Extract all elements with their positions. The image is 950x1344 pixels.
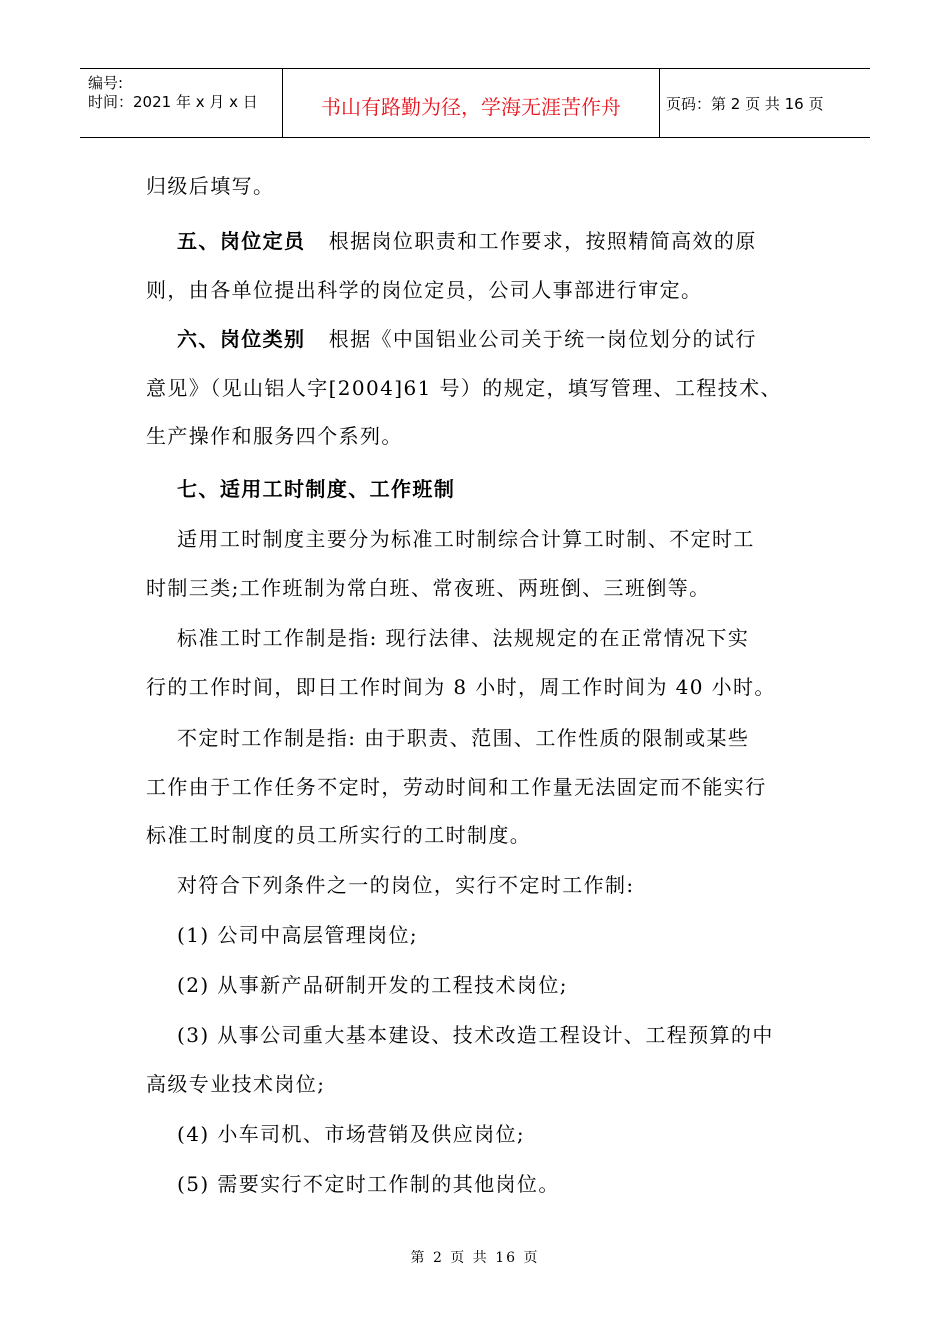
text-line: 生产操作和服务四个系列。: [146, 424, 403, 448]
section-staffing: [146, 217, 806, 314]
document-date: 时间：2021 年 x 月 x 日: [88, 93, 258, 111]
text-span: (1) 公司中高层管理岗位;: [177, 923, 419, 947]
text-line: [146, 217, 806, 266]
text-line: [146, 315, 806, 364]
text-span: 适用工时制度主要分为标准工时制综合计算工时制、不定时工: [177, 527, 755, 551]
section-text: 根据岗位职责和工作要求，按照精简高效的原: [328, 229, 757, 253]
paragraph-standard-hours: [146, 614, 806, 711]
text-span: (5) 需要实行不定时工作制的其他岗位。: [177, 1172, 560, 1196]
text-line: 意见》（见山铝人字[2004]61 号）的规定，填写管理、工程技术、: [146, 375, 782, 400]
text-line: [146, 961, 806, 1010]
list-item: [146, 1011, 806, 1108]
section-title: 五、岗位定员: [177, 229, 306, 253]
document-number-label: 编号:: [88, 74, 124, 92]
paragraph-continuation: [146, 162, 806, 211]
header-left-cell: [80, 69, 283, 137]
text-span: (2) 从事新产品研制开发的工程技术岗位;: [177, 973, 568, 997]
text-line: [146, 515, 806, 564]
list-item: [146, 1110, 806, 1159]
header-page-info: 页码：第 2 页 共 16 页: [666, 95, 824, 113]
section-category: [146, 315, 806, 461]
section-text: 根据《中国铝业公司关于统一岗位划分的试行: [328, 327, 757, 351]
section-working-hours: [146, 465, 806, 514]
text-line: 时制三类;工作班制为常白班、常夜班、两班倒、三班倒等。: [146, 575, 711, 600]
text-line: 工作由于工作任务不定时，劳动时间和工作量无法固定而不能实行: [146, 774, 767, 799]
text-line: [146, 714, 806, 763]
section-title: 七、适用工时制度、工作班制: [177, 477, 456, 501]
list-item: [146, 961, 806, 1010]
page-footer: 第 2 页 共 16 页: [410, 1250, 540, 1266]
text-line: [146, 911, 806, 960]
section-title: 六、岗位类别: [177, 327, 306, 351]
page-header: [80, 68, 870, 138]
paragraph-conditions-intro: [146, 861, 806, 910]
text-line: 标准工时制度的员工所实行的工时制度。: [146, 823, 532, 847]
text-line: [146, 614, 806, 663]
header-right-cell: [660, 69, 870, 137]
text-span: (4) 小车司机、市场营销及供应岗位;: [177, 1122, 526, 1146]
header-motto: 书山有路勤为径，学海无涯苦作舟: [321, 95, 621, 119]
paragraph-hours-overview: [146, 515, 806, 612]
text-span: (3) 从事公司重大基本建设、技术改造工程设计、工程预算的中: [177, 1023, 774, 1047]
text-line: 归级后填写。: [146, 174, 275, 198]
list-item: [146, 911, 806, 960]
text-line: 则，由各单位提出科学的岗位定员，公司人事部进行审定。: [146, 277, 703, 302]
text-span: 不定时工作制是指: 由于职责、范围、工作性质的限制或某些: [177, 726, 750, 750]
text-line: [146, 465, 806, 514]
text-line: [146, 1160, 806, 1209]
text-line: 高级专业技术岗位;: [146, 1071, 326, 1096]
text-line: 行的工作时间，即日工作时间为 8 小时，周工作时间为 40 小时。: [146, 674, 776, 699]
text-span: 对符合下列条件之一的岗位，实行不定时工作制:: [177, 873, 635, 897]
text-span: 标准工时工作制是指: 现行法律、法规规定的在正常情况下实: [177, 626, 750, 650]
text-line: [146, 1011, 806, 1060]
list-item: [146, 1160, 806, 1209]
paragraph-flexible-hours: [146, 714, 806, 860]
header-middle-cell: [283, 69, 660, 137]
text-line: [146, 1110, 806, 1159]
text-line: [146, 861, 806, 910]
